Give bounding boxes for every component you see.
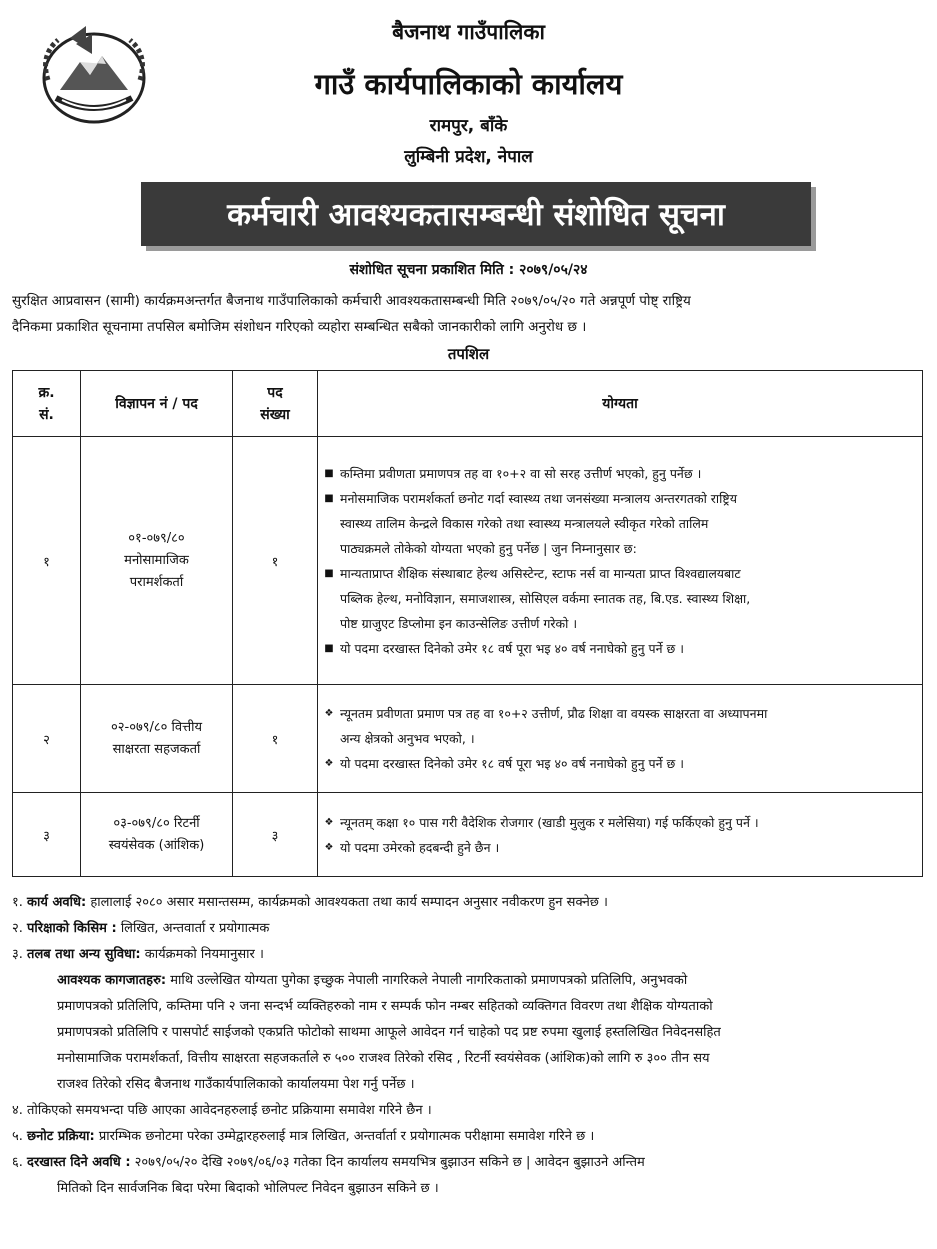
qualification-item: ■ यो पदमा दरखास्त दिनेको उमेर १८ वर्ष पूरा भइ ४० वर्ष ननाघेको हुनु पर्ने छ । bbox=[318, 636, 922, 661]
qualification-item: ■ मनोसमाजिक परामर्शकर्ता छनोट गर्दा स्वास्थ्य तथा जनसंख्या मन्त्रालय अन्तरगतको राष्ट्रिय स्वास्थ्य तालिम केन्द्रले विकास गरेको तथा स्वास्थ्य मन्त्रालयले स्वीकृत गरेको तालिम पाठ्यक्रमले तोकेको योग्यता भएको हुनु पर्नेछ | जुन निम्नानुसार छ: bbox=[318, 486, 922, 561]
qualification-item: ❖ न्यूनतम प्रवीणता प्रमाण पत्र तह वा १०+२ उत्तीर्ण, प्रौढ शिक्षा वा वयस्क साक्षरता वा अध्यापनमा अन्य क्षेत्रको अनुभव भएको, । bbox=[318, 701, 922, 751]
note-documents-line: मनोसामाजिक परामर्शकर्ता, वित्तीय साक्षरता सहजकर्ताले रु ५०० राजश्व तिरेको रसिद , रिटर्नी स्वयंसेवक (आंशिक)को लागि रु ३०० तीन सय bbox=[57, 1051, 710, 1066]
header-post: विज्ञापन नं / पद bbox=[81, 371, 233, 437]
table-row bbox=[13, 793, 923, 877]
row-serial: ३ bbox=[13, 793, 81, 877]
diamond-bullet-icon: ❖ bbox=[324, 708, 334, 719]
note-documents-line: राजश्व तिरेको रसिद बैजनाथ गाउँकार्यपालिकाको कार्यालयमा पेश गर्नु पर्नेछ । bbox=[57, 1077, 415, 1092]
row-count: १ bbox=[233, 685, 318, 793]
diamond-bullet-icon: ❖ bbox=[324, 841, 334, 853]
intro-line: दैनिकमा प्रकाशित सूचनामा तपसिल बमोजिम संशोधन गरिएको व्यहोरा सम्बन्धित सबैको जानकारीको लागि अनुरोध छ । bbox=[12, 319, 587, 335]
row-count: ३ bbox=[233, 793, 318, 877]
note-application-period-line: मितिको दिन सार्वजनिक बिदा परेमा बिदाको भोलिपल्ट निवेदन बुझाउन सकिने छ । bbox=[57, 1181, 439, 1196]
row-post: ०२-०७९/८० वित्तीय साक्षरता सहजकर्ता bbox=[81, 685, 233, 793]
row-count: १ bbox=[233, 437, 318, 685]
row-post: ०१-०७९/८० मनोसामाजिक परामर्शकर्ता bbox=[81, 437, 233, 685]
note-documents-line: प्रमाणपत्रको प्रतिलिपि र पासपोर्ट साईजको एकप्रति फोटोको साथमा आफूले आवेदन गर्न चाहेको पद प्रष्ट रुपमा खुलाई हस्तलिखित निवेदनसहित bbox=[57, 1025, 721, 1040]
note-exam-type: २. परिक्षाको किसिम : लिखित, अन्तवार्ता र प्रयोगात्मक bbox=[12, 921, 270, 936]
qualification-item: ■ कम्तिमा प्रवीणता प्रमाणपत्र तह वा १०+२ वा सो सरह उत्तीर्ण भएको, हुनु पर्नेछ । bbox=[318, 461, 922, 486]
intro-paragraph bbox=[12, 288, 927, 340]
diamond-bullet-icon: ❖ bbox=[324, 758, 334, 769]
row-qualifications bbox=[318, 685, 923, 793]
qualification-item: ■ मान्यताप्राप्त शैक्षिक संस्थाबाट हेल्थ असिस्टेन्ट, स्टाफ नर्स वा मान्यता प्राप्त विश्वद्यालयबाट पब्लिक हेल्थ, मनोविज्ञान, समाजशास्त्र, सोसिएल वर्कमा स्नातक तह, बि.एड. स्वास्थ्य शिक्षा, पोष्ट ग्राजुएट डिप्लोमा इन काउन्सेलिङ उत्तीर्ण गरेको । bbox=[318, 561, 922, 636]
row-post: ०३-०७९/८० रिटर्नी स्वयंसेवक (आंशिक) bbox=[81, 793, 233, 877]
qualification-item: ❖ यो पदमा उमेरको हदबन्दी हुने छैन । bbox=[318, 835, 922, 860]
intro-line: सुरक्षित आप्रवासन (सामी) कार्यक्रमअन्तर्गत बैजनाथ गाउँपालिकाको कर्मचारी आवश्यकतासम्बन्धी मिति २०७९/०५/२० गते अन्नपूर्ण पोष्ट् राष्ट्रिय bbox=[12, 293, 691, 309]
note-documents-line: प्रमाणपत्रको प्रतिलिपि, कम्तिमा पनि २ जना सन्दर्भ व्यक्तिहरुको नाम र सम्पर्क फोन नम्बर सहितको व्यक्तिगत विवरण तथा शैक्षिक योग्यताको bbox=[57, 999, 713, 1014]
qualification-item: ❖ यो पदमा दरखास्त दिनेको उमेर १८ वर्ष पूरा भइ ४० वर्ष ननाघेको हुनु पर्ने छ । bbox=[318, 751, 922, 776]
note-late-applications: ४. तोकिएको समयभन्दा पछि आएका आवेदनहरुलाई छनोट प्रक्रियामा समावेश गरिने छैन । bbox=[12, 1103, 432, 1118]
municipality-name: बैजनाथ गाउँपालिका bbox=[392, 20, 545, 44]
office-province: लुम्बिनी प्रदेश, नेपाल bbox=[404, 147, 533, 167]
office-name: गाउँ कार्यपालिकाको कार्यालय bbox=[314, 67, 623, 101]
note-salary: ३. तलब तथा अन्य सुविधा: कार्यक्रमको नियमानुसार । bbox=[12, 947, 264, 962]
table-row bbox=[13, 437, 923, 685]
diamond-bullet-icon: ❖ bbox=[324, 816, 334, 828]
row-qualifications bbox=[318, 793, 923, 877]
square-bullet-icon: ■ bbox=[324, 567, 334, 579]
vacancy-table bbox=[12, 370, 923, 877]
table-header-row bbox=[13, 371, 923, 437]
qualification-item: ❖ न्यूनतम् कक्षा १० पास गरी वैदेशिक रोजगार (खाडी मुलुक र मलेसिया) गई फर्किएको हुनु पर्ने । bbox=[318, 810, 922, 835]
row-qualifications bbox=[318, 437, 923, 685]
square-bullet-icon: ■ bbox=[324, 642, 334, 654]
row-serial: १ bbox=[13, 437, 81, 685]
header-serial: क्र. सं. bbox=[13, 371, 81, 437]
office-location: रामपुर, बाँके bbox=[429, 116, 508, 136]
notes-section bbox=[12, 890, 927, 1202]
revised-notice-date: संशोधित सूचना प्रकाशित मिति : २०७९/०५/२४ bbox=[349, 262, 588, 278]
note-documents: आवश्यक कागजातहरु: माथि उल्लेखित योग्यता पुगेका इच्छुक नेपाली नागरिकले नेपाली नागरिकताको प्रमाणपत्रको प्रतिलिपि, अनुभवको bbox=[57, 973, 688, 988]
header-qualification: योग्यता bbox=[318, 371, 923, 437]
row-serial: २ bbox=[13, 685, 81, 793]
notice-title-banner: कर्मचारी आवश्यकतासम्बन्धी संशोधित सूचना bbox=[141, 182, 811, 246]
details-heading: तपशिल bbox=[447, 345, 490, 363]
square-bullet-icon: ■ bbox=[324, 467, 334, 479]
note-application-period: ६. दरखास्त दिने अवधि : २०७९/०५/२० देखि २०७९/०६/०३ गतेका दिन कार्यालय समयभित्र बुझाउन सकिने छ | आवेदन बुझाउने अन्तिम bbox=[12, 1155, 645, 1170]
table-row bbox=[13, 685, 923, 793]
square-bullet-icon: ■ bbox=[324, 492, 334, 504]
header-count: पद संख्या bbox=[233, 371, 318, 437]
note-work-period: १. कार्य अवधि: हालालाई २०८० असार मसान्तसम्म, कार्यक्रमको आवश्यकता तथा कार्य सम्पादन अनुसार नवीकरण हुन सक्नेछ । bbox=[12, 895, 608, 910]
note-selection-process: ५. छनोट प्रक्रिया: प्रारम्भिक छनोटमा परेका उम्मेद्वारहरुलाई मात्र लिखित, अन्तर्वार्ता र प्रयोगात्मक परीक्षामा समावेश गरिने छ । bbox=[12, 1129, 595, 1144]
